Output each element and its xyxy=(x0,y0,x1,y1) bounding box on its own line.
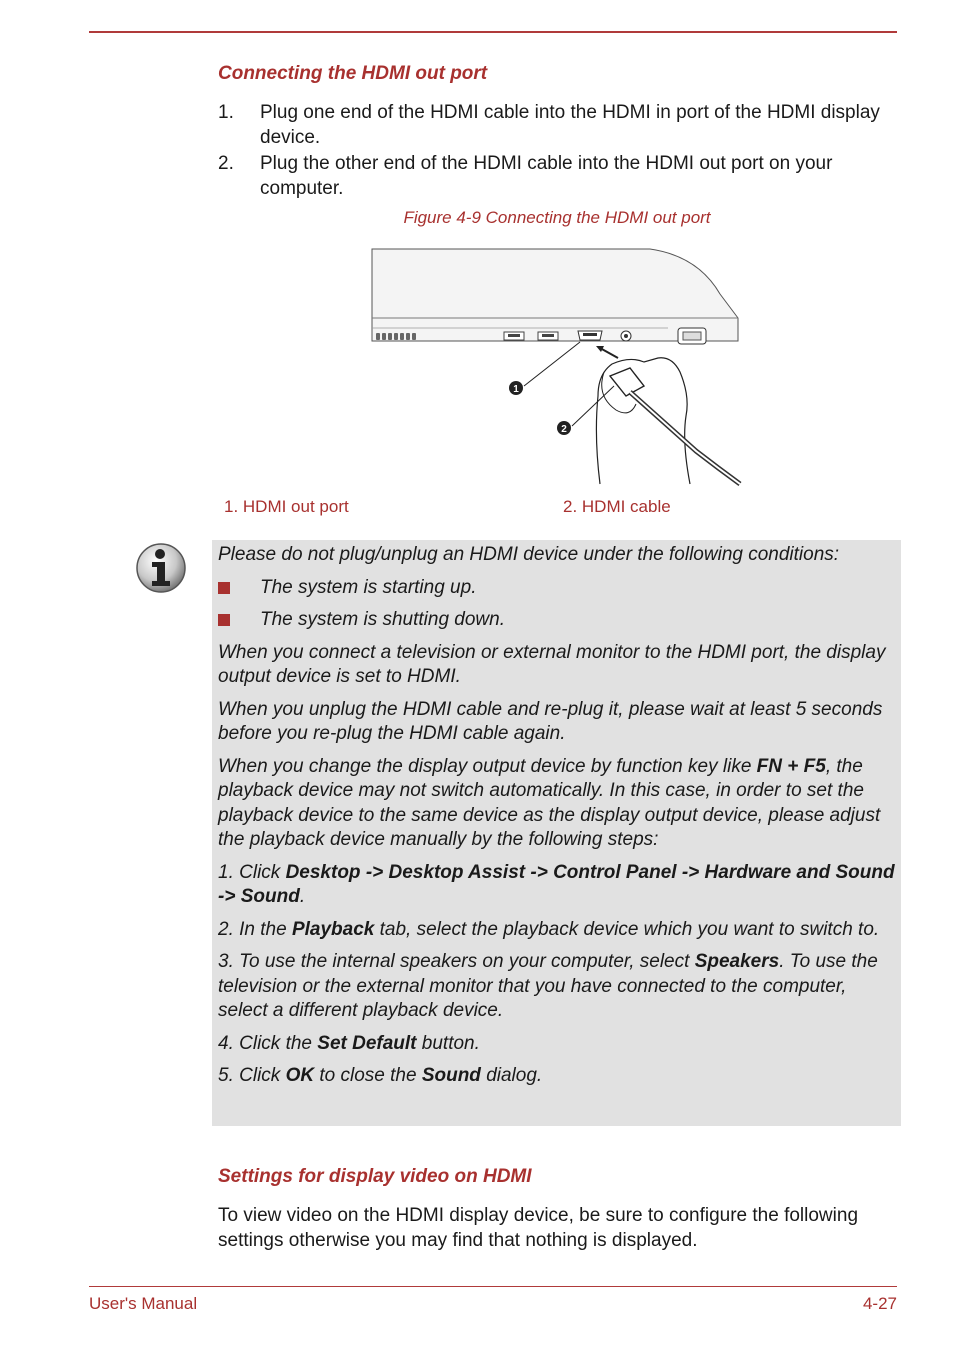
text-run: 5. Click xyxy=(218,1065,286,1086)
note-step xyxy=(218,918,898,943)
note-step xyxy=(218,950,898,1024)
text-run: 1. Click xyxy=(218,861,286,883)
note-step xyxy=(218,1064,898,1089)
text-run: . To use the television or the external monitor that you have connected to the computer, select a different playback device. xyxy=(218,951,878,1021)
text-run: . xyxy=(299,886,306,907)
bullet-text: The system is shutting down. xyxy=(260,609,505,630)
button-name: OK xyxy=(285,1065,315,1086)
note-step xyxy=(218,1032,898,1057)
info-icon xyxy=(134,541,188,595)
footer-rule xyxy=(89,1286,897,1287)
figure-legend-hdmi-out-port: 1. HDMI out port xyxy=(224,497,349,516)
step-text: Plug one end of the HDMI cable into the HDMI in port of the HDMI display device. xyxy=(260,102,880,148)
subheading: Settings for display video on HDMI xyxy=(218,1166,532,1187)
key-combo: FN + F5 xyxy=(756,755,826,777)
list-item xyxy=(218,576,898,601)
text-run: button. xyxy=(416,1032,480,1054)
note-paragraph xyxy=(218,755,898,853)
section-heading: Connecting the HDMI out port xyxy=(218,63,488,84)
hdmi-connection-illustration xyxy=(368,246,748,488)
note-paragraph: When you unplug the HDMI cable and re-plug it, please wait at least 5 seconds before you re-plug the HDMI cable again. xyxy=(218,698,883,744)
bullet-square-icon xyxy=(218,614,230,626)
tab-name: Playback xyxy=(291,918,375,940)
text-run: 3. To use the internal speakers on your computer, select xyxy=(218,951,695,972)
text-run: 4. Click the xyxy=(218,1032,318,1054)
bullet-square-icon xyxy=(218,582,230,594)
figure-caption: Figure 4-9 Connecting the HDMI out port xyxy=(403,208,711,227)
device-name: Speakers xyxy=(694,951,780,972)
text-run: tab, select the playback device which you want to switch to. xyxy=(374,918,880,940)
text-run: , the playback device may not switch automatically. In this case, in order to set the playback device to the same device as the display output device, please adjust the playback device manually by the following steps: xyxy=(218,755,881,850)
menu-path: Desktop -> Desktop Assist -> Control Panel -> Hardware and Sound -> Sound xyxy=(218,861,895,907)
text-run: When you change the display output device by function key like xyxy=(218,755,757,777)
figure-legend-hdmi-cable: 2. HDMI cable xyxy=(563,497,671,516)
list-item xyxy=(218,101,898,150)
dialog-name: Sound xyxy=(421,1065,481,1086)
footer-title: User's Manual xyxy=(89,1294,198,1313)
note-step xyxy=(218,861,898,910)
page-number: 4-27 xyxy=(862,1294,897,1313)
text-run: to close the xyxy=(314,1065,422,1086)
bullet-text: The system is starting up. xyxy=(260,576,477,598)
step-text: Plug the other end of the HDMI cable into the HDMI out port on your computer. xyxy=(260,153,833,199)
body-paragraph: To view video on the HDMI display device, be sure to configure the following settings otherwise you may find that nothing is displayed. xyxy=(218,1205,859,1251)
list-item xyxy=(218,152,898,201)
text-run: dialog. xyxy=(480,1065,543,1086)
note-intro: Please do not plug/unplug an HDMI device under the following conditions: xyxy=(218,544,840,565)
step-number: 2. xyxy=(218,153,234,174)
note-box xyxy=(212,540,901,1126)
header-rule xyxy=(89,31,897,33)
list-item xyxy=(218,608,898,633)
steps-list xyxy=(218,101,898,203)
callout-1-label: 1 xyxy=(513,384,519,395)
text-run: 2. In the xyxy=(218,918,292,940)
note-paragraph: When you connect a television or external monitor to the HDMI port, the display output device is set to HDMI. xyxy=(218,641,886,687)
button-name: Set Default xyxy=(317,1032,417,1054)
step-number: 1. xyxy=(218,102,234,123)
callout-2-label: 2 xyxy=(561,424,567,435)
